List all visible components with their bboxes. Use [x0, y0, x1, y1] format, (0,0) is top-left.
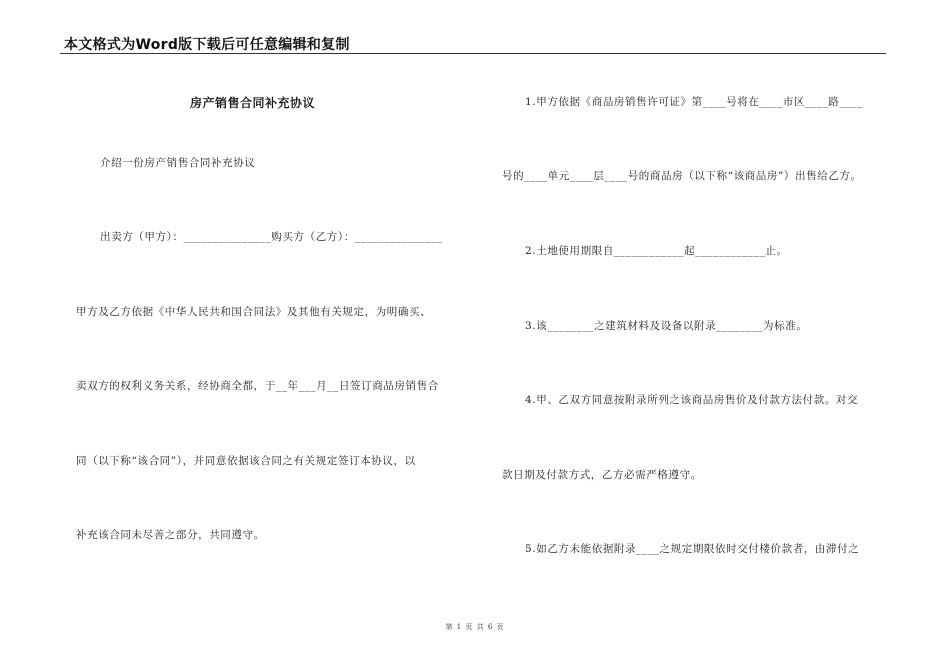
paragraph-line: 1.甲方依据《商品房销售许可证》第____号将在____市区____路____ [525, 96, 863, 108]
paragraph-line: 卖双方的权利义务关系，经协商全都，于__年___月__日签订商品房销售合 [76, 380, 439, 392]
paragraph-line: 介绍一份房产销售合同补充协议 [100, 157, 256, 169]
paragraph-line: 补充该合同未尽善之部分，共同遵守。 [76, 529, 265, 541]
paragraph-line: 款日期及付款方式，乙方必需严格遵守。 [502, 469, 702, 481]
paragraph-line: 2.土地使用期限自____________起____________止。 [525, 245, 788, 257]
paragraph-line: 甲方及乙方依据《中华人民共和国合同法》及其他有关规定，为明确买、 [76, 306, 432, 318]
paragraph-line: 3.该________之建筑材料及设备以附录________为标准。 [525, 320, 808, 332]
header-title: 本文格式为Word版下载后可任意编辑和复制 [64, 37, 350, 53]
paragraph-line: 出卖方（甲方）：_______________购买方（乙方）：_______________ [100, 231, 443, 243]
page-number: 第 1 页 共 6 页 [445, 623, 505, 631]
paragraph-line: 4.甲、乙双方同意按附录所列之该商品房售价及付款方法付款。对交 [525, 394, 859, 406]
paragraph-line: 号的____单元____层____号的商品房（以下称“该商品房”）出售给乙方。 [502, 170, 862, 182]
document-title: 房产销售合同补充协议 [190, 96, 316, 110]
paragraph-line: 同（以下称“该合同”），并同意依据该合同之有关规定签订本协议，以 [76, 455, 416, 467]
paragraph-line: 5.如乙方未能依据附录____之规定期限依时交付楼价款者，由滞付之 [525, 543, 860, 555]
